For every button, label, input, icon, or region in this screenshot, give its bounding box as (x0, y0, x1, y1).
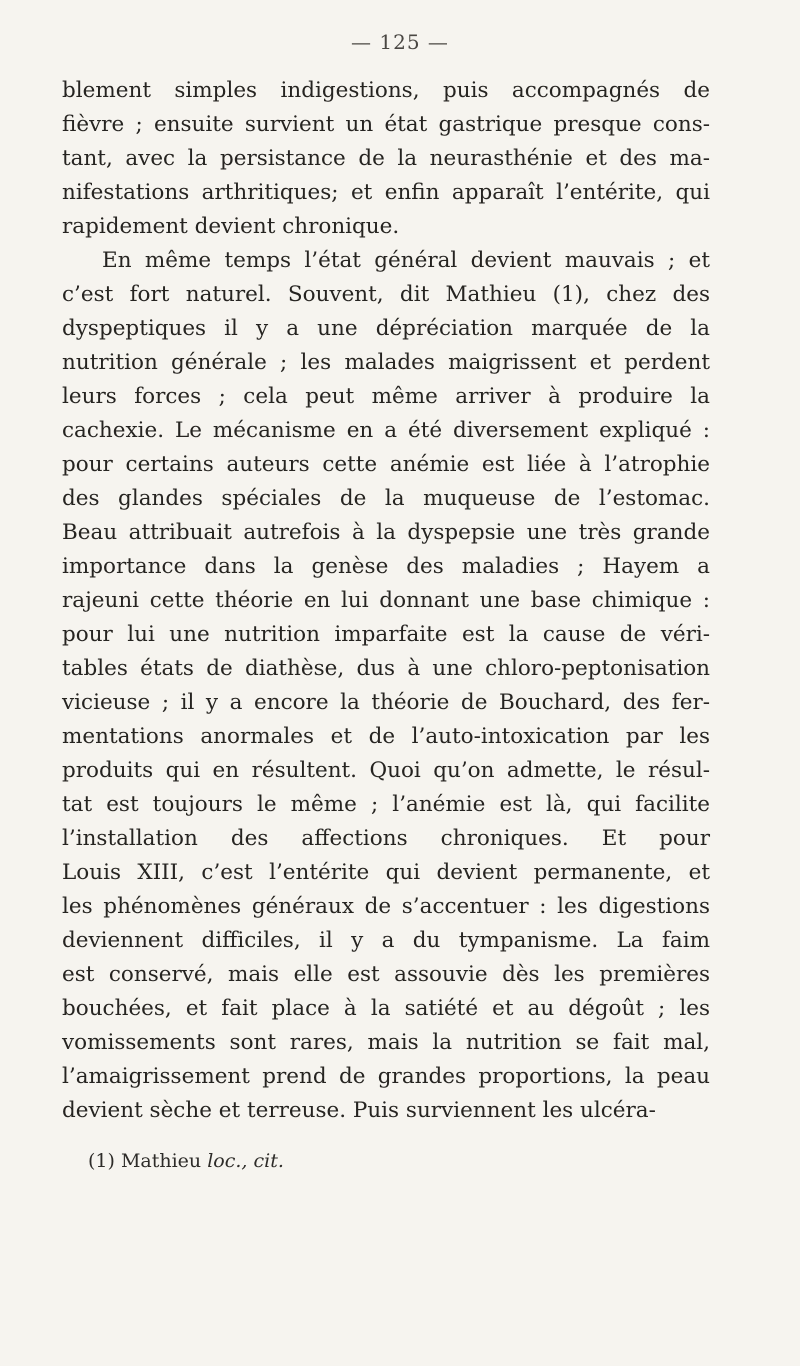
text-line: nutrition générale ; les malades maigrissent et perdent (62, 350, 710, 375)
text-line: tat est toujours le même ; l’anémie est là, qui facilite (62, 792, 710, 817)
text-line: rapidement devient chronique. (62, 214, 400, 239)
text-line: c’est fort naturel. Souvent, dit Mathieu (1), chez des (62, 282, 710, 307)
text-line: nifestations arthritiques; et enfin apparaît l’entérite, qui (62, 180, 710, 205)
text-line: fièvre ; ensuite survient un état gastrique presque cons- (62, 112, 710, 137)
text-line: vicieuse ; il y a encore la théorie de Bouchard, des fer- (62, 690, 710, 715)
text-line: dyspeptiques il y a une dépréciation marquée de la (62, 316, 710, 341)
text-line: des glandes spéciales de la muqueuse de l’estomac. (62, 486, 710, 511)
page-number: — 125 — (351, 30, 449, 54)
text-line: deviennent difficiles, il y a du tympanisme. La faim (62, 928, 710, 953)
text-line: vomissements sont rares, mais la nutrition se fait mal, (62, 1030, 710, 1055)
text-line: est conservé, mais elle est assouvie dès les premières (62, 962, 710, 987)
text-line: rajeuni cette théorie en lui donnant une base chimique : (62, 588, 710, 613)
text-line: devient sèche et terreuse. Puis surviennent les ulcéra- (62, 1098, 656, 1123)
footnote (88, 1146, 284, 1176)
text-line: mentations anormales et de l’auto-intoxication par les (62, 724, 710, 749)
text-line: tables états de diathèse, dus à une chloro-peptonisation (62, 656, 710, 681)
text-line: pour certains auteurs cette anémie est liée à l’atrophie (62, 452, 710, 477)
text-line: cachexie. Le mécanisme en a été diversement expliqué : (62, 418, 710, 443)
text-line: Beau attribuait autrefois à la dyspepsie une très grande (62, 520, 710, 545)
text-line: blement simples indigestions, puis accompagnés de (62, 78, 710, 103)
text-line: l’installation des affections chroniques. Et pour (62, 826, 710, 851)
text-line: produits qui en résultent. Quoi qu’on admette, le résul- (62, 758, 710, 783)
footnote-marker: (1) Mathieu (88, 1150, 202, 1172)
text-line: Louis XIII, c’est l’entérite qui devient permanente, et (62, 860, 710, 885)
text-line: les phénomènes généraux de s’accentuer : les digestions (62, 894, 710, 919)
text-line: leurs forces ; cela peut même arriver à produire la (62, 384, 710, 409)
text-line: l’amaigrissement prend de grandes proportions, la peau (62, 1064, 710, 1089)
text-line: pour lui une nutrition imparfaite est la cause de véri- (62, 622, 710, 647)
text-line: tant, avec la persistance de la neurasthénie et des ma- (62, 146, 710, 171)
text-line: bouchées, et fait place à la satiété et au dégoût ; les (62, 996, 710, 1021)
text-line: importance dans la genèse des maladies ; Hayem a (62, 554, 710, 579)
text-line: En même temps l’état général devient mauvais ; et (102, 248, 710, 273)
footnote-reference: loc., cit. (207, 1150, 284, 1172)
